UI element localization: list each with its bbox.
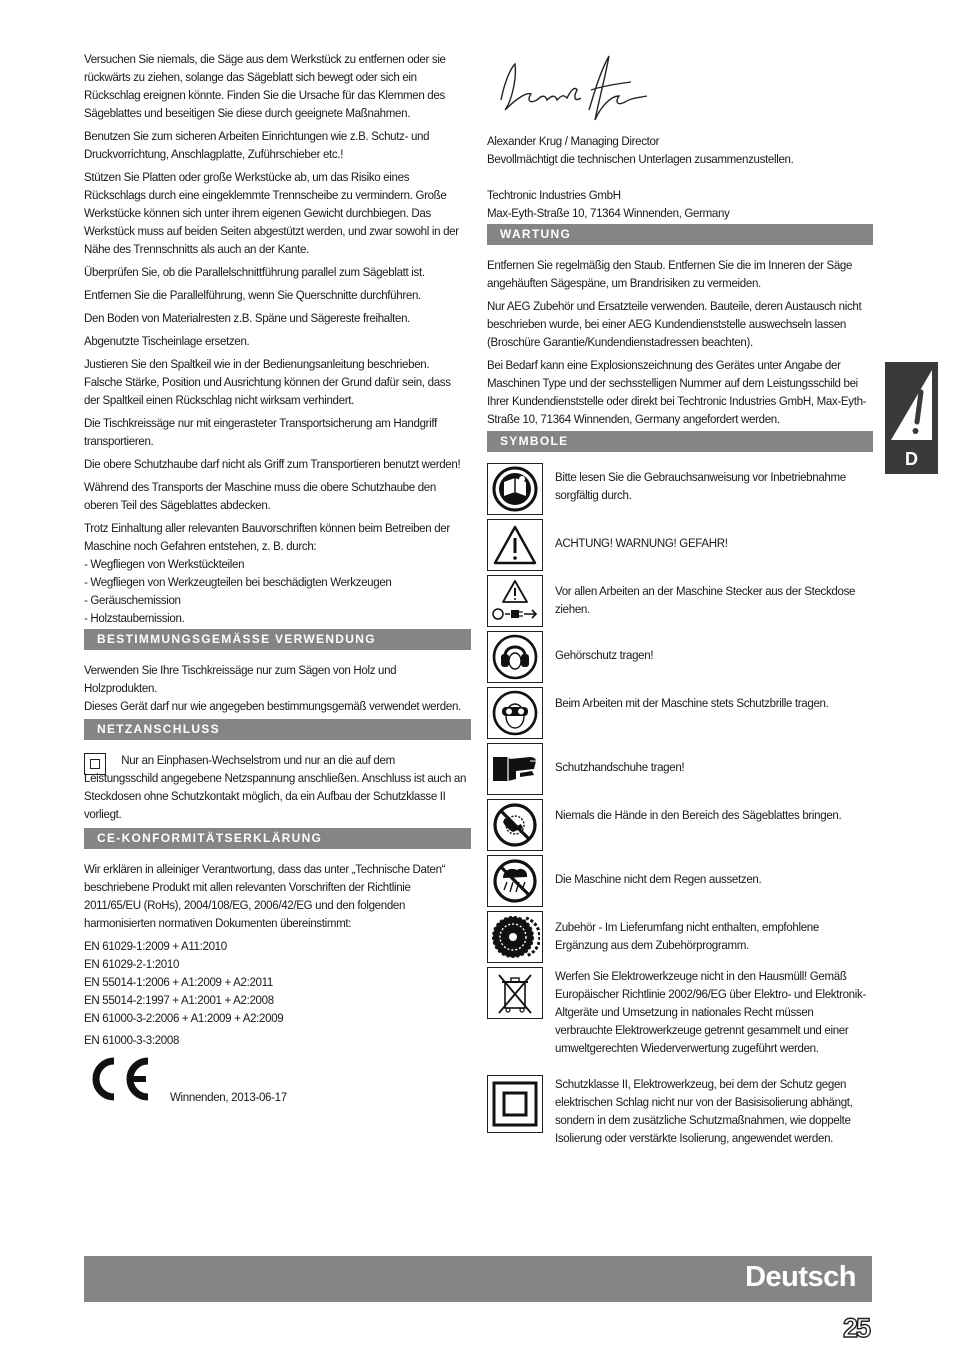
- symbol-text: ACHTUNG! WARNUNG! GEFAHR!: [555, 536, 728, 550]
- symbol-item: [487, 575, 873, 628]
- symbol-text: Die Maschine nicht dem Regen aussetzen.: [555, 872, 762, 886]
- safety-paragraph: Trotz Einhaltung aller relevanten Bauvorschriften können beim Betreiben der Maschine noch Gefahren entstehen, z. B. durch:: [84, 521, 450, 553]
- risk-list: [84, 555, 471, 627]
- symbol-text: Gehörschutz tragen!: [555, 648, 654, 662]
- symbol-text: Bitte lesen Sie die Gebrauchsanweisung vor Inbetriebnahme sorgfältig durch.: [555, 470, 846, 502]
- saw-blade-accessory-icon: [487, 911, 543, 963]
- signatory-name: Alexander Krug / Managing Director: [487, 134, 660, 148]
- symbol-text: Schutzhandschuhe tragen!: [555, 760, 685, 774]
- right-column: [487, 50, 873, 1150]
- protection-class-2-icon: [487, 1075, 543, 1133]
- list-item: EN 61029-2-1:2010: [84, 957, 180, 971]
- ce-declaration-text: Wir erklären in alleiniger Verantwortung, dass das unter „Technische Daten“ beschriebene Produkt mit allen relevanten Vorschriften der Richtlinie 2011/65/EU (RoHs), 2004/108/EG, 2006/42/EG und den folgenden harmonisierten normativen Dokumenten übereinstimmt:: [84, 862, 446, 930]
- safety-paragraph: Die obere Schutzhaube darf nicht als Griff zum Transportieren benutzt werden!: [84, 457, 461, 471]
- list-item: EN 61029-1:2009 + A11:2010: [84, 939, 227, 953]
- symbol-text: Beim Arbeiten mit der Maschine stets Schutzbrille tragen.: [555, 696, 829, 710]
- footer-language: Deutsch: [745, 1261, 856, 1293]
- symbol-item: [487, 799, 873, 852]
- symbol-text: Vor allen Arbeiten an der Maschine Stecker aus der Steckdose ziehen.: [555, 584, 856, 616]
- maintenance-paragraph: Bei Bedarf kann eine Explosionszeichnung des Gerätes unter Angabe der Maschinen Type und der sechsstelligen Nummer auf dem Leistungsschild bei Ihrer Kundendienststelle oder direkt bei Techtronic Industries GmbH, Max-Eyth-Straße 10, 71364 Winnenden, Germany angefordert werden.: [487, 358, 867, 426]
- safety-paragraph: Entfernen Sie die Parallelführung, wenn Sie Querschnitte durchführen.: [84, 288, 421, 302]
- no-rain-icon: [487, 855, 543, 907]
- signatory-authorization: Bevollmächtigt die technischen Unterlagen zusammenzustellen.: [487, 152, 794, 166]
- symbol-text: Schutzklasse II, Elektrowerkzeug, bei dem der Schutz gegen elektrischen Schlag nicht nur von der Basisisolierung abhängt, sondern in dem zusätzliche Schutzmaßnahmen, wie doppelte Isolierung oder verstärkte Isolierung, angewendet werden.: [555, 1077, 853, 1145]
- safety-paragraph: Stützen Sie Platten oder große Werkstücke ab, um das Risiko eines Rückschlags durch eine eingeklemmte Trennscheibe zu vermindern. Große Werkstücke können sich unter ihrem eigenen Gewicht durchbiegen. Das Werkstück muss auf beiden Seiten abgestützt werden, und zwar sowohl in der Nähe des Trennschnitts als auch an der Kante.: [84, 170, 459, 256]
- read-manual-icon: [487, 463, 543, 515]
- list-item: EN 61000-3-2:2006 + A1:2009 + A2:2009: [84, 1011, 284, 1025]
- section-heading-ce: CE-KONFORMITÄTSERKLÄRUNG: [84, 828, 471, 849]
- mains-text: Nur an Einphasen-Wechselstrom und nur an die auf dem Leistungsschild angegebene Netzspannung anschließen. Anschluss ist auch an Steckdosen ohne Schutzkontakt möglich, da ein Aufbau der Schutzklasse II vorliegt.: [84, 753, 467, 821]
- symbol-text: Werfen Sie Elektrowerkzeuge nicht in den Hausmüll! Gemäß Europäischer Richtlinie 2002/96/EG über Elektro- und Elektronik- Altgeräte und Umsetzung in nationales Recht müssen verbrauchte Elektrowerkzeuge getrennt gesammelt und einer umweltgerechten Wiederverwertung zugeführt werden.: [555, 969, 866, 1055]
- safety-paragraph: Abgenutzte Tischeinlage ersetzen.: [84, 334, 250, 348]
- safety-paragraph: Während des Transports der Maschine muss die obere Schutzhaube den oberen Teil des Sägeblattes abdecken.: [84, 480, 436, 512]
- symbol-item: [487, 855, 873, 908]
- section-heading-mains: NETZANSCHLUSS: [84, 719, 471, 740]
- standards-list: [84, 937, 471, 1049]
- left-column: [84, 50, 471, 1115]
- footer-band: [84, 1256, 872, 1302]
- symbol-item: [487, 1075, 873, 1147]
- list-item: - Holzstaubemission.: [84, 611, 185, 625]
- intended-use-text: Verwenden Sie Ihre Tischkreissäge nur zum Sägen von Holz und Holzprodukten.: [84, 663, 397, 695]
- safety-paragraph: Den Boden von Materialresten z.B. Späne und Sägereste freihalten.: [84, 311, 411, 325]
- list-item: EN 61000-3-3:2008: [84, 1033, 180, 1047]
- company-name: Techtronic Industries GmbH: [487, 188, 621, 202]
- symbol-item: [487, 687, 873, 740]
- page-number: 25: [843, 1313, 870, 1343]
- safety-goggles-icon: [487, 687, 543, 739]
- safety-paragraph: Die Tischkreissäge nur mit eingerasteter Transportsicherung am Handgriff transportieren.: [84, 416, 437, 448]
- mains-block: [84, 751, 471, 823]
- symbol-list: [487, 463, 873, 1147]
- crossed-bin-icon: [487, 967, 543, 1019]
- place-date: Winnenden, 2013-06-17: [170, 1090, 287, 1104]
- symbol-item: [487, 967, 873, 1072]
- section-heading-symbols: SYMBOLE: [487, 431, 873, 452]
- safety-paragraph: Überprüfen Sie, ob die Parallelschnittführung parallel zum Sägeblatt ist.: [84, 265, 425, 279]
- warning-triangle-icon: [487, 519, 543, 571]
- list-item: - Geräuschemission: [84, 593, 181, 607]
- company-address: Max-Eyth-Straße 10, 71364 Winnenden, Germany: [487, 206, 730, 220]
- maintenance-paragraph: Entfernen Sie regelmäßig den Staub. Entfernen Sie die im Inneren der Säge angehäuften Sägespäne, um Brandrisiken zu vermeiden.: [487, 258, 853, 290]
- safety-gloves-icon: [487, 743, 543, 795]
- ce-mark-icon: [90, 1055, 152, 1103]
- warning-triangle-icon: [888, 366, 935, 444]
- unplug-icon: [487, 575, 543, 627]
- safety-paragraph: Justieren Sie den Spaltkeil wie in der Bedienungsanleitung beschrieben. Falsche Stärke, Position und Ausrichtung können der Grund dafür sein, dass der Spaltkeil einen Rückschlag nicht wirksam verhindert.: [84, 357, 451, 407]
- ear-protection-icon: [487, 631, 543, 683]
- list-item: EN 55014-1:2006 + A1:2009 + A2:2011: [84, 975, 273, 989]
- symbol-item: [487, 519, 873, 572]
- symbol-item: [487, 911, 873, 964]
- maintenance-paragraph: Nur AEG Zubehör und Ersatzteile verwenden. Bauteile, deren Austausch nicht beschrieben wurde, bei einer AEG Kundendienststelle auswechseln lassen (Broschüre Garantie/Kundendienstadressen beachten).: [487, 299, 862, 349]
- symbol-item: [487, 631, 873, 684]
- list-item: - Wegfliegen von Werkstückteilen: [84, 557, 245, 571]
- no-hands-icon: [487, 799, 543, 851]
- symbol-text: Zubehör - Im Lieferumfang nicht enthalten, empfohlene Ergänzung aus dem Zubehörprogramm.: [555, 920, 819, 952]
- safety-paragraph: Versuchen Sie niemals, die Säge aus dem Werkstück zu entfernen oder sie rückwärts zu ziehen, solange das Sägeblatt sich bewegt oder sich ein Rückschlag ereignen könnte. Finden Sie die Ursache für das Klemmen des Sägeblattes und beseitigen Sie diese durch geeignete Maßnahmen.: [84, 52, 446, 120]
- symbol-item: [487, 463, 873, 516]
- list-item: EN 55014-2:1997 + A1:2001 + A2:2008: [84, 993, 274, 1007]
- ce-signature-row: [84, 1055, 471, 1115]
- signature-icon: [491, 50, 661, 130]
- language-side-tab: [885, 362, 938, 474]
- language-letter: D: [905, 449, 918, 469]
- section-heading-maintenance: WARTUNG: [487, 224, 873, 245]
- safety-paragraph: Benutzen Sie zum sicheren Arbeiten Einrichtungen wie z.B. Schutz- und Druckvorrichtung, Anschlagplatte, Zuführschieber etc.!: [84, 129, 430, 161]
- list-item: - Wegfliegen von Werkzeugteilen bei beschädigten Werkzeugen: [84, 575, 392, 589]
- symbol-item: [487, 743, 873, 796]
- symbol-text: Niemals die Hände in den Bereich des Sägeblattes bringen.: [555, 808, 842, 822]
- section-heading-intended-use: BESTIMMUNGSGEMÄSSE VERWENDUNG: [84, 629, 471, 650]
- intended-use-text: Dieses Gerät darf nur wie angegeben bestimmungsgemäß verwendet werden.: [84, 699, 461, 713]
